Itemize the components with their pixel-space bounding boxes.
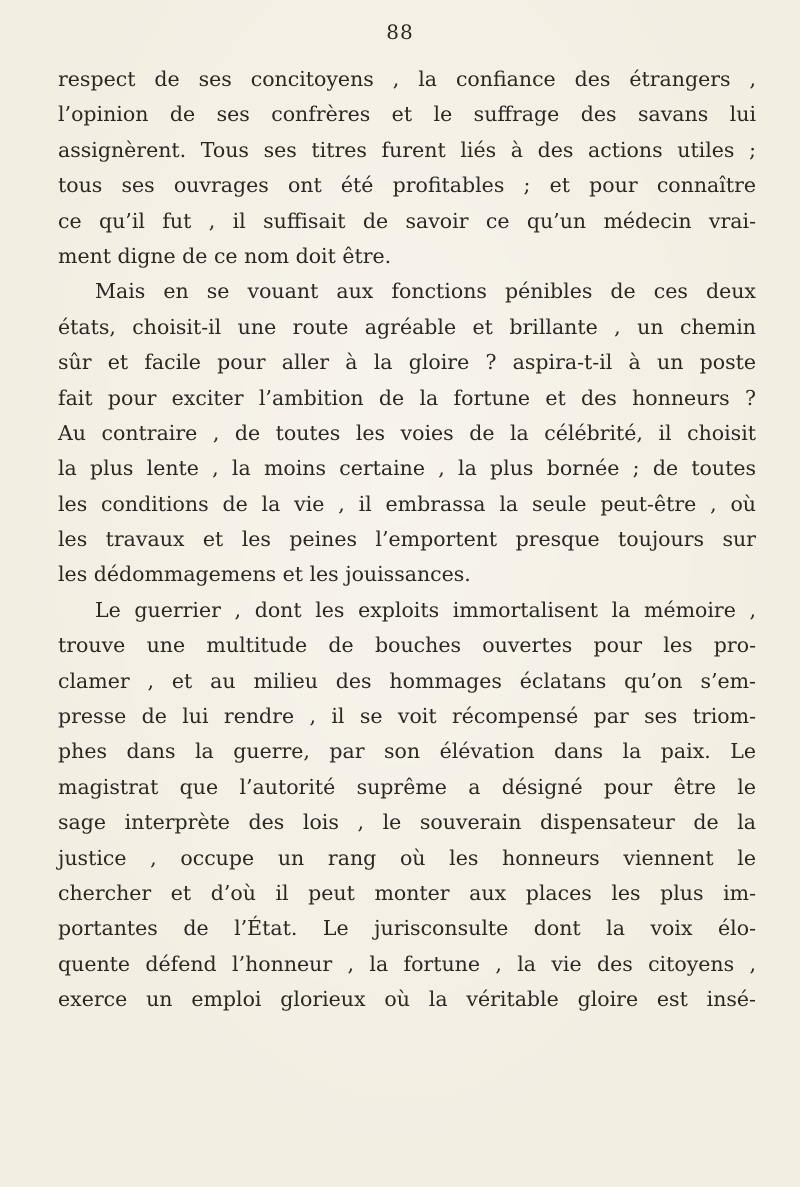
text-line: l’opinion de ses confrères et le suffrage des savans lui bbox=[58, 102, 756, 127]
text-line: respect de ses concitoyens , la confiance des étrangers , bbox=[58, 67, 756, 91]
text-line: magistrat que l’autorité suprême a désigné pour être le bbox=[58, 774, 756, 799]
text-line: chercher et d’où il peut monter aux places les plus im- bbox=[58, 880, 756, 905]
text-line: états, choisit-il une route agréable et brillante , un chemin bbox=[58, 314, 756, 339]
text-line: Au contraire , de toutes les voies de la célébrité, il choisit bbox=[58, 420, 756, 445]
text-line: exerce un emploi glorieux où la véritable gloire est insé- bbox=[58, 987, 756, 1012]
text-line: fait pour exciter l’ambition de la fortune et des honneurs ? bbox=[58, 385, 756, 410]
text-line: les travaux et les peines l’emportent presque toujours sur bbox=[58, 527, 756, 552]
text-line: trouve une multitude de bouches ouvertes pour les pro- bbox=[58, 633, 756, 658]
text-line: portantes de l’État. Le jurisconsulte dont la voix élo- bbox=[58, 916, 756, 941]
text-line: phes dans la guerre, par son élévation dans la paix. Le bbox=[58, 739, 756, 764]
text-line: justice , occupe un rang où les honneurs viennent le bbox=[58, 845, 756, 870]
text-line: ment digne de ce nom doit être. bbox=[58, 243, 392, 268]
text-line: les dédommagemens et les jouissances. bbox=[58, 562, 471, 587]
text-line: assignèrent. Tous ses titres furent liés à des actions utiles ; bbox=[58, 137, 756, 162]
text-line: la plus lente , la moins certaine , la plus bornée ; de toutes bbox=[58, 456, 756, 481]
text-line: clamer , et au milieu des hommages éclatans qu’on s’em- bbox=[58, 668, 756, 693]
text-line: les conditions de la vie , il embrassa la seule peut-être , où bbox=[58, 491, 756, 516]
body-text bbox=[58, 62, 756, 1018]
text-line: Mais en se vouant aux fonctions pénibles de ces deux bbox=[95, 279, 756, 304]
page-number: 88 bbox=[386, 20, 414, 44]
text-line: ce qu’il fut , il suffisait de savoir ce qu’un médecin vrai- bbox=[58, 208, 756, 233]
text-line: tous ses ouvrages ont été profitables ; et pour connaître bbox=[58, 173, 756, 198]
text-line: presse de lui rendre , il se voit récompensé par ses triom- bbox=[58, 704, 756, 729]
text-line: sage interprète des lois , le souverain dispensateur de la bbox=[58, 810, 756, 835]
text-line: Le guerrier , dont les exploits immortalisent la mémoire , bbox=[95, 597, 756, 622]
text-line: sûr et facile pour aller à la gloire ? aspira-t-il à un poste bbox=[58, 350, 756, 375]
text-line: quente défend l’honneur , la fortune , la vie des citoyens , bbox=[58, 951, 756, 976]
